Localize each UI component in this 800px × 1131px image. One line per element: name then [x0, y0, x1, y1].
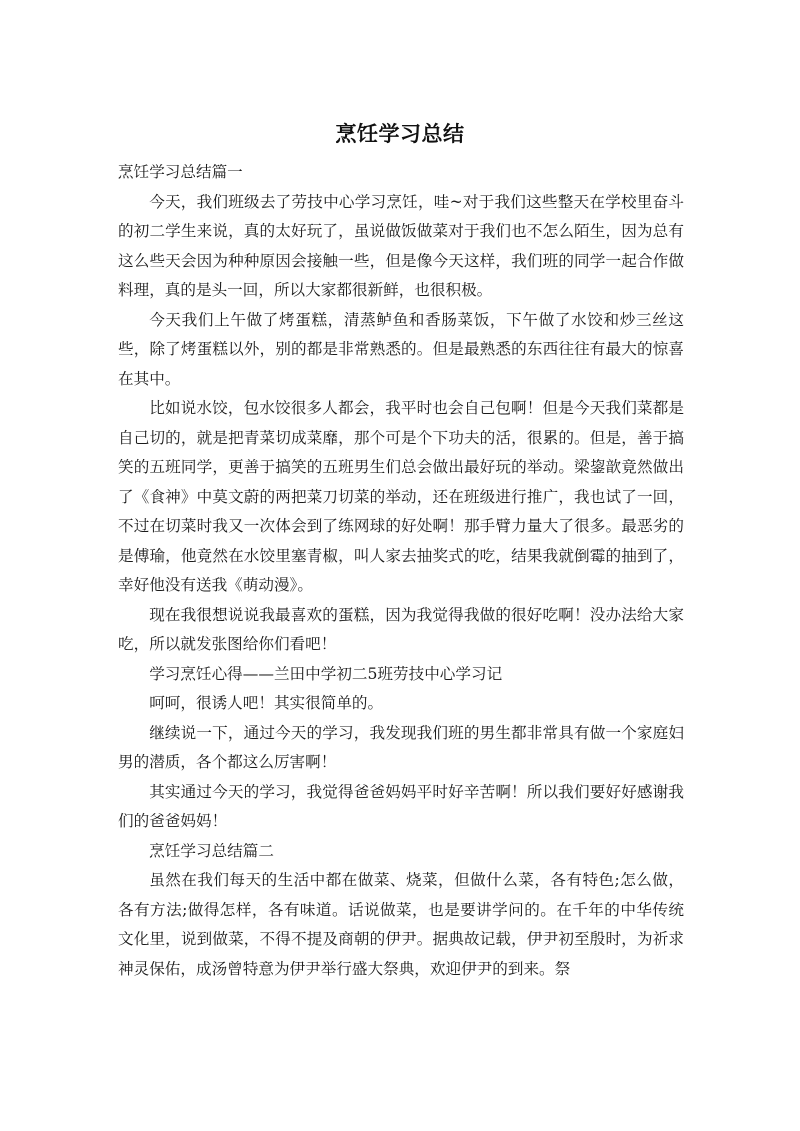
paragraph: 虽然在我们每天的生活中都在做菜、烧菜，但做什么菜，各有特色;怎么做，各有方法;做得怎样，各有味道。话说做菜，也是要讲学问的。在千年的中华传统文化里，说到做菜，不得不提及商朝的伊尹。据典故记载，伊尹初至殷时，为祈求神灵保佑，成汤曾特意为伊尹举行盛大祭典，欢迎伊尹的到来。祭 — [118, 871, 684, 978]
paragraph: 比如说水饺，包水饺很多人都会，我平时也会自己包啊！但是今天我们菜都是自己切的，就是把青菜切成菜靡，那个可是个下功夫的活，很累的。但是，善于搞笑的五班同学，更善于搞笑的五班男生们总会做出最好玩的举动。梁鋆歆竟然做出了《食神》中莫文蔚的两把菜刀切菜的举动，还在班级进行推广，我也试了一回，不过在切菜时我又一次体会到了练网球的好处啊！那手臂力量大了很多。最恶劣的是傅瑜，他竟然在水饺里塞青椒，叫人家去抽奖式的吃，结果我就倒霉的抽到了，幸好他没有送我《萌动漫》。 — [118, 399, 684, 594]
paragraph: 继续说一下，通过今天的学习，我发现我们班的男生都非常具有做一个家庭妇男的潜质，各个都这么厉害啊！ — [118, 723, 684, 771]
paragraph: 现在我很想说说我最喜欢的蛋糕，因为我觉得我做的很好吃啊！没办法给大家吃，所以就发张图给你们看吧！ — [118, 605, 684, 653]
section-heading-2: 烹饪学习总结篇二 — [149, 841, 274, 860]
document-title: 烹饪学习总结 — [335, 122, 465, 146]
document-body — [118, 158, 684, 984]
paragraph: 今天我们上午做了烤蛋糕，清蒸鲈鱼和香肠菜饭，下午做了水饺和炒三丝这些，除了烤蛋糕以外，别的都是非常熟悉的。但是最熟悉的东西往往有最大的惊喜在其中。 — [118, 310, 684, 388]
paragraph: 今天，我们班级去了劳技中心学习烹饪，哇~对于我们这些整天在学校里奋斗的初二学生来说，真的太好玩了，虽说做饭做菜对于我们也不怎么陌生，因为总有这么些天会因为种种原因会接触一些，但是像今天这样，我们班的同学一起合作做料理，真的是头一回，所以大家都很新鲜，也很积极。 — [118, 192, 684, 299]
paragraph: 学习烹饪心得——兰田中学初二5班劳技中心学习记 — [149, 664, 503, 683]
paragraph: 呵呵，很诱人吧！其实很简单的。 — [149, 694, 384, 712]
paragraph: 其实通过今天的学习，我觉得爸爸妈妈平时好辛苦啊！所以我们要好好感谢我们的爸爸妈妈！ — [118, 782, 684, 830]
section-heading: 烹饪学习总结篇一 — [118, 163, 243, 181]
